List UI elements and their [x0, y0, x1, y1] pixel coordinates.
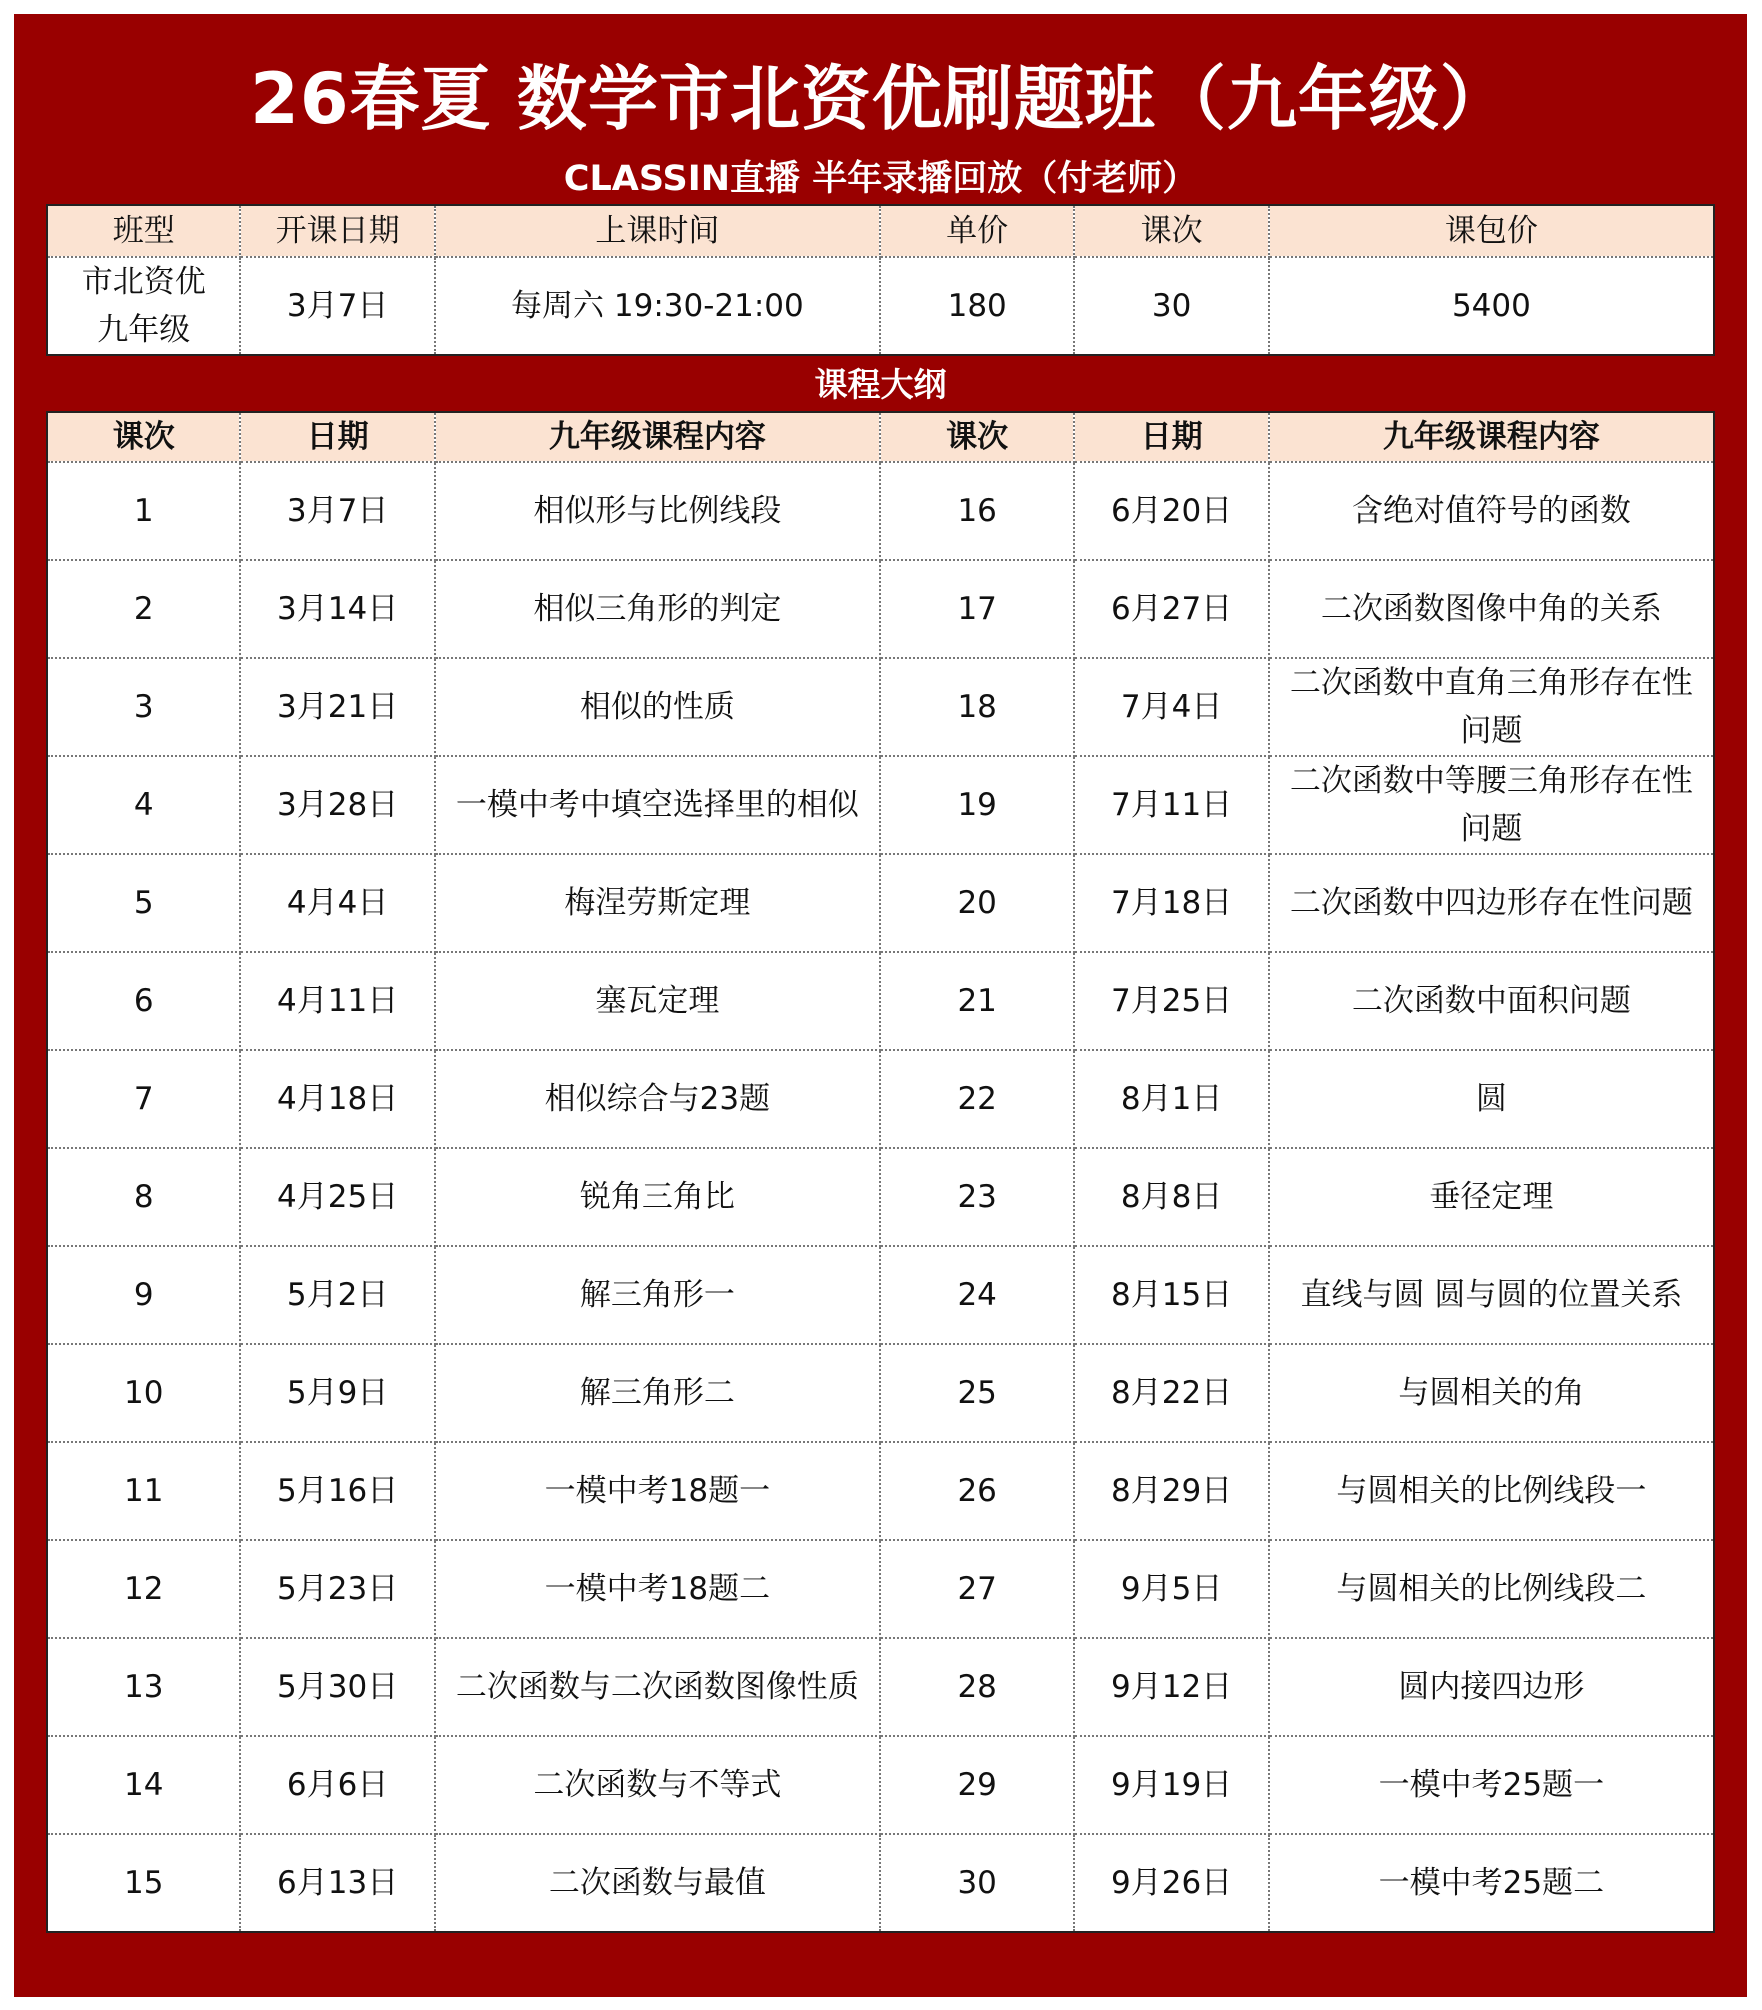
date-left-cell: 4月18日 — [240, 1050, 434, 1148]
session-left-cell: 1 — [47, 462, 240, 560]
page-subtitle: CLASSIN直播 半年录播回放（付老师） — [563, 159, 1198, 199]
session-right-cell: 16 — [880, 462, 1074, 560]
session-right-cell: 23 — [880, 1148, 1074, 1246]
header-sessions: 课次 — [1074, 205, 1268, 257]
header-date-left: 日期 — [240, 412, 434, 462]
content-left-cell: 一模中考18题二 — [435, 1540, 880, 1638]
unit-price-cell: 180 — [880, 257, 1074, 355]
content-left-cell: 一模中考18题一 — [435, 1442, 880, 1540]
session-left-cell: 9 — [47, 1246, 240, 1344]
table-row — [47, 1344, 1714, 1442]
date-right-cell: 7月25日 — [1074, 952, 1268, 1050]
table-row — [47, 1442, 1714, 1540]
class-type-line2: 九年级 — [97, 312, 191, 348]
date-left-cell: 6月13日 — [240, 1834, 434, 1932]
header-class-time: 上课时间 — [435, 205, 880, 257]
session-left-cell: 11 — [47, 1442, 240, 1540]
content-left-cell: 梅涅劳斯定理 — [435, 854, 880, 952]
date-left-cell: 6月6日 — [240, 1736, 434, 1834]
date-right-cell: 8月8日 — [1074, 1148, 1268, 1246]
table-row — [47, 1736, 1714, 1834]
table-row — [47, 756, 1714, 854]
table-row — [47, 854, 1714, 952]
date-right-cell: 7月11日 — [1074, 756, 1268, 854]
session-right-cell: 22 — [880, 1050, 1074, 1148]
content-right-cell: 一模中考25题二 — [1269, 1834, 1714, 1932]
content-right-cell: 与圆相关的角 — [1269, 1344, 1714, 1442]
content-right-cell: 一模中考25题一 — [1269, 1736, 1714, 1834]
table-row — [47, 1050, 1714, 1148]
date-left-cell: 4月25日 — [240, 1148, 434, 1246]
date-right-cell: 7月4日 — [1074, 658, 1268, 756]
session-right-cell: 25 — [880, 1344, 1074, 1442]
content-left-cell: 二次函数与不等式 — [435, 1736, 880, 1834]
outline-header-row — [47, 412, 1714, 462]
header-class-type: 班型 — [47, 205, 240, 257]
date-right-cell: 9月26日 — [1074, 1834, 1268, 1932]
date-right-cell: 7月18日 — [1074, 854, 1268, 952]
outline-body — [47, 412, 1714, 1932]
info-value-row — [47, 257, 1714, 355]
content-left-cell: 相似的性质 — [435, 658, 880, 756]
page-title: 26春夏 数学市北资优刷题班（九年级） — [250, 58, 1511, 140]
date-left-cell: 5月9日 — [240, 1344, 434, 1442]
date-left-cell: 5月23日 — [240, 1540, 434, 1638]
session-right-cell: 21 — [880, 952, 1074, 1050]
content-right-cell: 含绝对值符号的函数 — [1269, 462, 1714, 560]
date-left-cell: 4月4日 — [240, 854, 434, 952]
header-session-left: 课次 — [47, 412, 240, 462]
content-right-cell: 垂径定理 — [1269, 1148, 1714, 1246]
header-content-right: 九年级课程内容 — [1269, 412, 1714, 462]
date-left-cell: 5月30日 — [240, 1638, 434, 1736]
content-left-cell: 二次函数与最值 — [435, 1834, 880, 1932]
date-right-cell: 8月1日 — [1074, 1050, 1268, 1148]
date-right-cell: 8月15日 — [1074, 1246, 1268, 1344]
content-right-cell: 二次函数中等腰三角形存在性问题 — [1269, 756, 1714, 854]
info-header-row — [47, 205, 1714, 257]
session-left-cell: 15 — [47, 1834, 240, 1932]
content-left-cell: 相似形与比例线段 — [435, 462, 880, 560]
content-right-cell: 圆 — [1269, 1050, 1714, 1148]
course-sheet — [14, 14, 1747, 1997]
session-right-cell: 29 — [880, 1736, 1074, 1834]
session-left-cell: 2 — [47, 560, 240, 658]
date-left-cell: 3月7日 — [240, 462, 434, 560]
session-right-cell: 28 — [880, 1638, 1074, 1736]
table-row — [47, 1246, 1714, 1344]
session-right-cell: 20 — [880, 854, 1074, 952]
session-left-cell: 12 — [47, 1540, 240, 1638]
session-right-cell: 27 — [880, 1540, 1074, 1638]
session-left-cell: 5 — [47, 854, 240, 952]
table-row — [47, 952, 1714, 1050]
date-left-cell: 5月2日 — [240, 1246, 434, 1344]
table-row — [47, 1638, 1714, 1736]
session-right-cell: 19 — [880, 756, 1074, 854]
session-right-cell: 26 — [880, 1442, 1074, 1540]
date-right-cell: 9月19日 — [1074, 1736, 1268, 1834]
content-right-cell: 与圆相关的比例线段二 — [1269, 1540, 1714, 1638]
date-right-cell: 6月20日 — [1074, 462, 1268, 560]
header-content-left: 九年级课程内容 — [435, 412, 880, 462]
content-right-cell: 与圆相关的比例线段一 — [1269, 1442, 1714, 1540]
date-left-cell: 5月16日 — [240, 1442, 434, 1540]
session-left-cell: 13 — [47, 1638, 240, 1736]
date-left-cell: 3月21日 — [240, 658, 434, 756]
content-left-cell: 二次函数与二次函数图像性质 — [435, 1638, 880, 1736]
content-left-cell: 解三角形一 — [435, 1246, 880, 1344]
session-left-cell: 3 — [47, 658, 240, 756]
table-row — [47, 1834, 1714, 1932]
date-left-cell: 4月11日 — [240, 952, 434, 1050]
date-right-cell: 6月27日 — [1074, 560, 1268, 658]
date-right-cell: 8月29日 — [1074, 1442, 1268, 1540]
content-left-cell: 相似三角形的判定 — [435, 560, 880, 658]
date-right-cell: 9月12日 — [1074, 1638, 1268, 1736]
header-package-price: 课包价 — [1269, 205, 1714, 257]
content-right-cell: 二次函数中直角三角形存在性问题 — [1269, 658, 1714, 756]
header-session-right: 课次 — [880, 412, 1074, 462]
session-left-cell: 4 — [47, 756, 240, 854]
start-date-cell: 3月7日 — [240, 257, 434, 355]
table-row — [47, 560, 1714, 658]
session-left-cell: 7 — [47, 1050, 240, 1148]
content-right-cell: 二次函数图像中角的关系 — [1269, 560, 1714, 658]
session-right-cell: 17 — [880, 560, 1074, 658]
content-right-cell: 圆内接四边形 — [1269, 1638, 1714, 1736]
session-right-cell: 24 — [880, 1246, 1074, 1344]
date-right-cell: 9月5日 — [1074, 1540, 1268, 1638]
session-left-cell: 8 — [47, 1148, 240, 1246]
content-right-cell: 二次函数中四边形存在性问题 — [1269, 854, 1714, 952]
class-type-cell — [47, 257, 240, 355]
content-right-cell: 直线与圆 圆与圆的位置关系 — [1269, 1246, 1714, 1344]
session-left-cell: 14 — [47, 1736, 240, 1834]
content-right-cell: 二次函数中面积问题 — [1269, 952, 1714, 1050]
table-row — [47, 1148, 1714, 1246]
date-left-cell: 3月28日 — [240, 756, 434, 854]
content-left-cell: 锐角三角比 — [435, 1148, 880, 1246]
sessions-cell: 30 — [1074, 257, 1268, 355]
outline-title: 课程大纲 — [814, 365, 947, 404]
table-row — [47, 1540, 1714, 1638]
class-info-table — [46, 204, 1715, 356]
outline-table — [46, 411, 1715, 1933]
content-left-cell: 塞瓦定理 — [435, 952, 880, 1050]
header-start-date: 开课日期 — [240, 205, 434, 257]
table-row — [47, 462, 1714, 560]
session-left-cell: 10 — [47, 1344, 240, 1442]
session-right-cell: 18 — [880, 658, 1074, 756]
content-left-cell: 一模中考中填空选择里的相似 — [435, 756, 880, 854]
content-left-cell: 相似综合与23题 — [435, 1050, 880, 1148]
session-left-cell: 6 — [47, 952, 240, 1050]
class-type-line1: 市北资优 — [81, 264, 206, 300]
header-unit-price: 单价 — [880, 205, 1074, 257]
header-date-right: 日期 — [1074, 412, 1268, 462]
class-time-cell: 每周六 19:30-21:00 — [435, 257, 880, 355]
session-right-cell: 30 — [880, 1834, 1074, 1932]
table-row — [47, 658, 1714, 756]
package-price-cell: 5400 — [1269, 257, 1714, 355]
content-left-cell: 解三角形二 — [435, 1344, 880, 1442]
date-left-cell: 3月14日 — [240, 560, 434, 658]
date-right-cell: 8月22日 — [1074, 1344, 1268, 1442]
